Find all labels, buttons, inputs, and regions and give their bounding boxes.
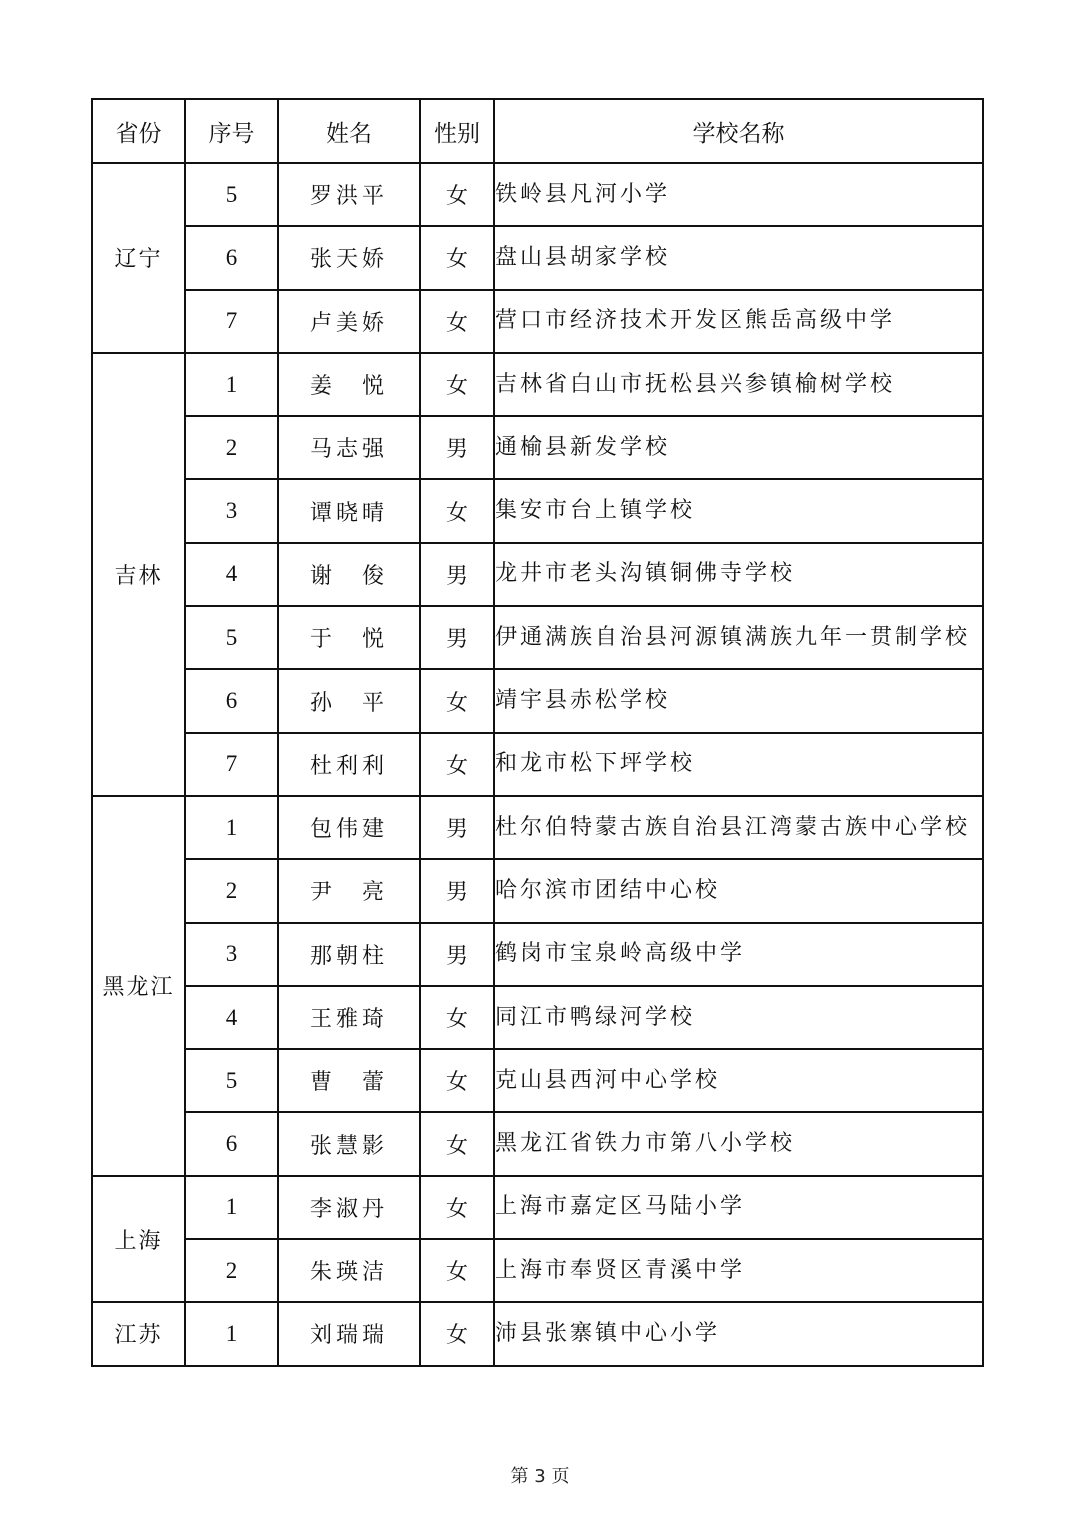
- seq-cell: 1: [185, 1176, 278, 1239]
- header-name: 姓名: [278, 99, 420, 163]
- seq-cell: 5: [185, 606, 278, 669]
- gender-cell: 女: [420, 1302, 494, 1365]
- header-row: [92, 99, 983, 163]
- school-cell: 集安市台上镇学校: [494, 479, 983, 542]
- seq-cell: 1: [185, 796, 278, 859]
- gender-cell: 女: [420, 1176, 494, 1239]
- header-gender: 性别: [420, 99, 494, 163]
- name-cell: 张天娇: [278, 226, 420, 289]
- school-cell: 上海市奉贤区青溪中学: [494, 1239, 983, 1302]
- name-cell: 张慧影: [278, 1112, 420, 1175]
- seq-cell: 2: [185, 1239, 278, 1302]
- seq-cell: 2: [185, 859, 278, 922]
- seq-cell: 5: [185, 1049, 278, 1112]
- page-number: 第 3 页: [510, 1466, 570, 1487]
- school-cell: 和龙市松下坪学校: [494, 733, 983, 796]
- school-cell: 鹤岗市宝泉岭高级中学: [494, 923, 983, 986]
- name-cell: 刘瑞瑞: [278, 1302, 420, 1365]
- gender-cell: 男: [420, 416, 494, 479]
- name-cell: 曹 蕾: [278, 1049, 420, 1112]
- province-cell: 黑龙江: [92, 796, 185, 1176]
- province-cell: 辽宁: [92, 163, 185, 353]
- name-cell: 马志强: [278, 416, 420, 479]
- school-cell: 沛县张寨镇中心小学: [494, 1302, 983, 1365]
- gender-cell: 女: [420, 1239, 494, 1302]
- name-cell: 罗洪平: [278, 163, 420, 226]
- school-cell: 靖宇县赤松学校: [494, 669, 983, 732]
- seq-cell: 7: [185, 290, 278, 353]
- school-cell: 哈尔滨市团结中心校: [494, 859, 983, 922]
- province-cell: 江苏: [92, 1302, 185, 1365]
- gender-cell: 女: [420, 669, 494, 732]
- header-school: 学校名称: [494, 99, 983, 163]
- seq-cell: 4: [185, 543, 278, 606]
- school-cell: 克山县西河中心学校: [494, 1049, 983, 1112]
- seq-cell: 2: [185, 416, 278, 479]
- school-cell: 营口市经济技术开发区熊岳高级中学: [494, 290, 983, 353]
- name-cell: 孙 平: [278, 669, 420, 732]
- province-cell: 上海: [92, 1176, 185, 1303]
- name-cell: 谢 俊: [278, 543, 420, 606]
- seq-cell: 3: [185, 479, 278, 542]
- gender-cell: 男: [420, 859, 494, 922]
- table-row: [92, 479, 983, 542]
- table-row: [92, 290, 983, 353]
- header-seq: 序号: [185, 99, 278, 163]
- gender-cell: 女: [420, 353, 494, 416]
- seq-cell: 5: [185, 163, 278, 226]
- name-cell: 卢美娇: [278, 290, 420, 353]
- header-province: 省份: [92, 99, 185, 163]
- gender-cell: 女: [420, 986, 494, 1049]
- table-row: [92, 1176, 983, 1239]
- table-row: [92, 163, 983, 226]
- province-cell: 吉林: [92, 353, 185, 796]
- school-cell: 龙井市老头沟镇铜佛寺学校: [494, 543, 983, 606]
- gender-cell: 男: [420, 606, 494, 669]
- table-row: [92, 226, 983, 289]
- gender-cell: 女: [420, 1112, 494, 1175]
- table-row: [92, 353, 983, 416]
- table-row: [92, 796, 983, 859]
- gender-cell: 女: [420, 163, 494, 226]
- name-cell: 杜利利: [278, 733, 420, 796]
- table-row: [92, 733, 983, 796]
- gender-cell: 男: [420, 923, 494, 986]
- seq-cell: 7: [185, 733, 278, 796]
- table-row: [92, 416, 983, 479]
- gender-cell: 女: [420, 1049, 494, 1112]
- gender-cell: 男: [420, 796, 494, 859]
- gender-cell: 女: [420, 226, 494, 289]
- table-row: [92, 669, 983, 732]
- school-cell: 同江市鸭绿河学校: [494, 986, 983, 1049]
- seq-cell: 6: [185, 669, 278, 732]
- seq-cell: 4: [185, 986, 278, 1049]
- table-row: [92, 1112, 983, 1175]
- school-cell: 上海市嘉定区马陆小学: [494, 1176, 983, 1239]
- seq-cell: 1: [185, 1302, 278, 1365]
- seq-cell: 6: [185, 1112, 278, 1175]
- gender-cell: 女: [420, 479, 494, 542]
- name-cell: 李淑丹: [278, 1176, 420, 1239]
- name-cell: 包伟建: [278, 796, 420, 859]
- school-cell: 盘山县胡家学校: [494, 226, 983, 289]
- gender-cell: 男: [420, 543, 494, 606]
- table-row: [92, 859, 983, 922]
- gender-cell: 女: [420, 733, 494, 796]
- school-cell: 杜尔伯特蒙古族自治县江湾蒙古族中心学校: [494, 796, 983, 859]
- seq-cell: 6: [185, 226, 278, 289]
- name-cell: 尹 亮: [278, 859, 420, 922]
- table-row: [92, 1049, 983, 1112]
- name-cell: 那朝柱: [278, 923, 420, 986]
- school-cell: 通榆县新发学校: [494, 416, 983, 479]
- table-row: [92, 986, 983, 1049]
- seq-cell: 3: [185, 923, 278, 986]
- seq-cell: 1: [185, 353, 278, 416]
- gender-cell: 女: [420, 290, 494, 353]
- table-row: [92, 1239, 983, 1302]
- table-row: [92, 543, 983, 606]
- name-cell: 谭晓晴: [278, 479, 420, 542]
- roster-table: [91, 98, 984, 1367]
- table-row: [92, 606, 983, 669]
- name-cell: 于 悦: [278, 606, 420, 669]
- name-cell: 朱瑛洁: [278, 1239, 420, 1302]
- name-cell: 姜 悦: [278, 353, 420, 416]
- school-cell: 黑龙江省铁力市第八小学校: [494, 1112, 983, 1175]
- table-row: [92, 1302, 983, 1365]
- school-cell: 伊通满族自治县河源镇满族九年一贯制学校: [494, 606, 983, 669]
- name-cell: 王雅琦: [278, 986, 420, 1049]
- school-cell: 铁岭县凡河小学: [494, 163, 983, 226]
- school-cell: 吉林省白山市抚松县兴参镇榆树学校: [494, 353, 983, 416]
- table-row: [92, 923, 983, 986]
